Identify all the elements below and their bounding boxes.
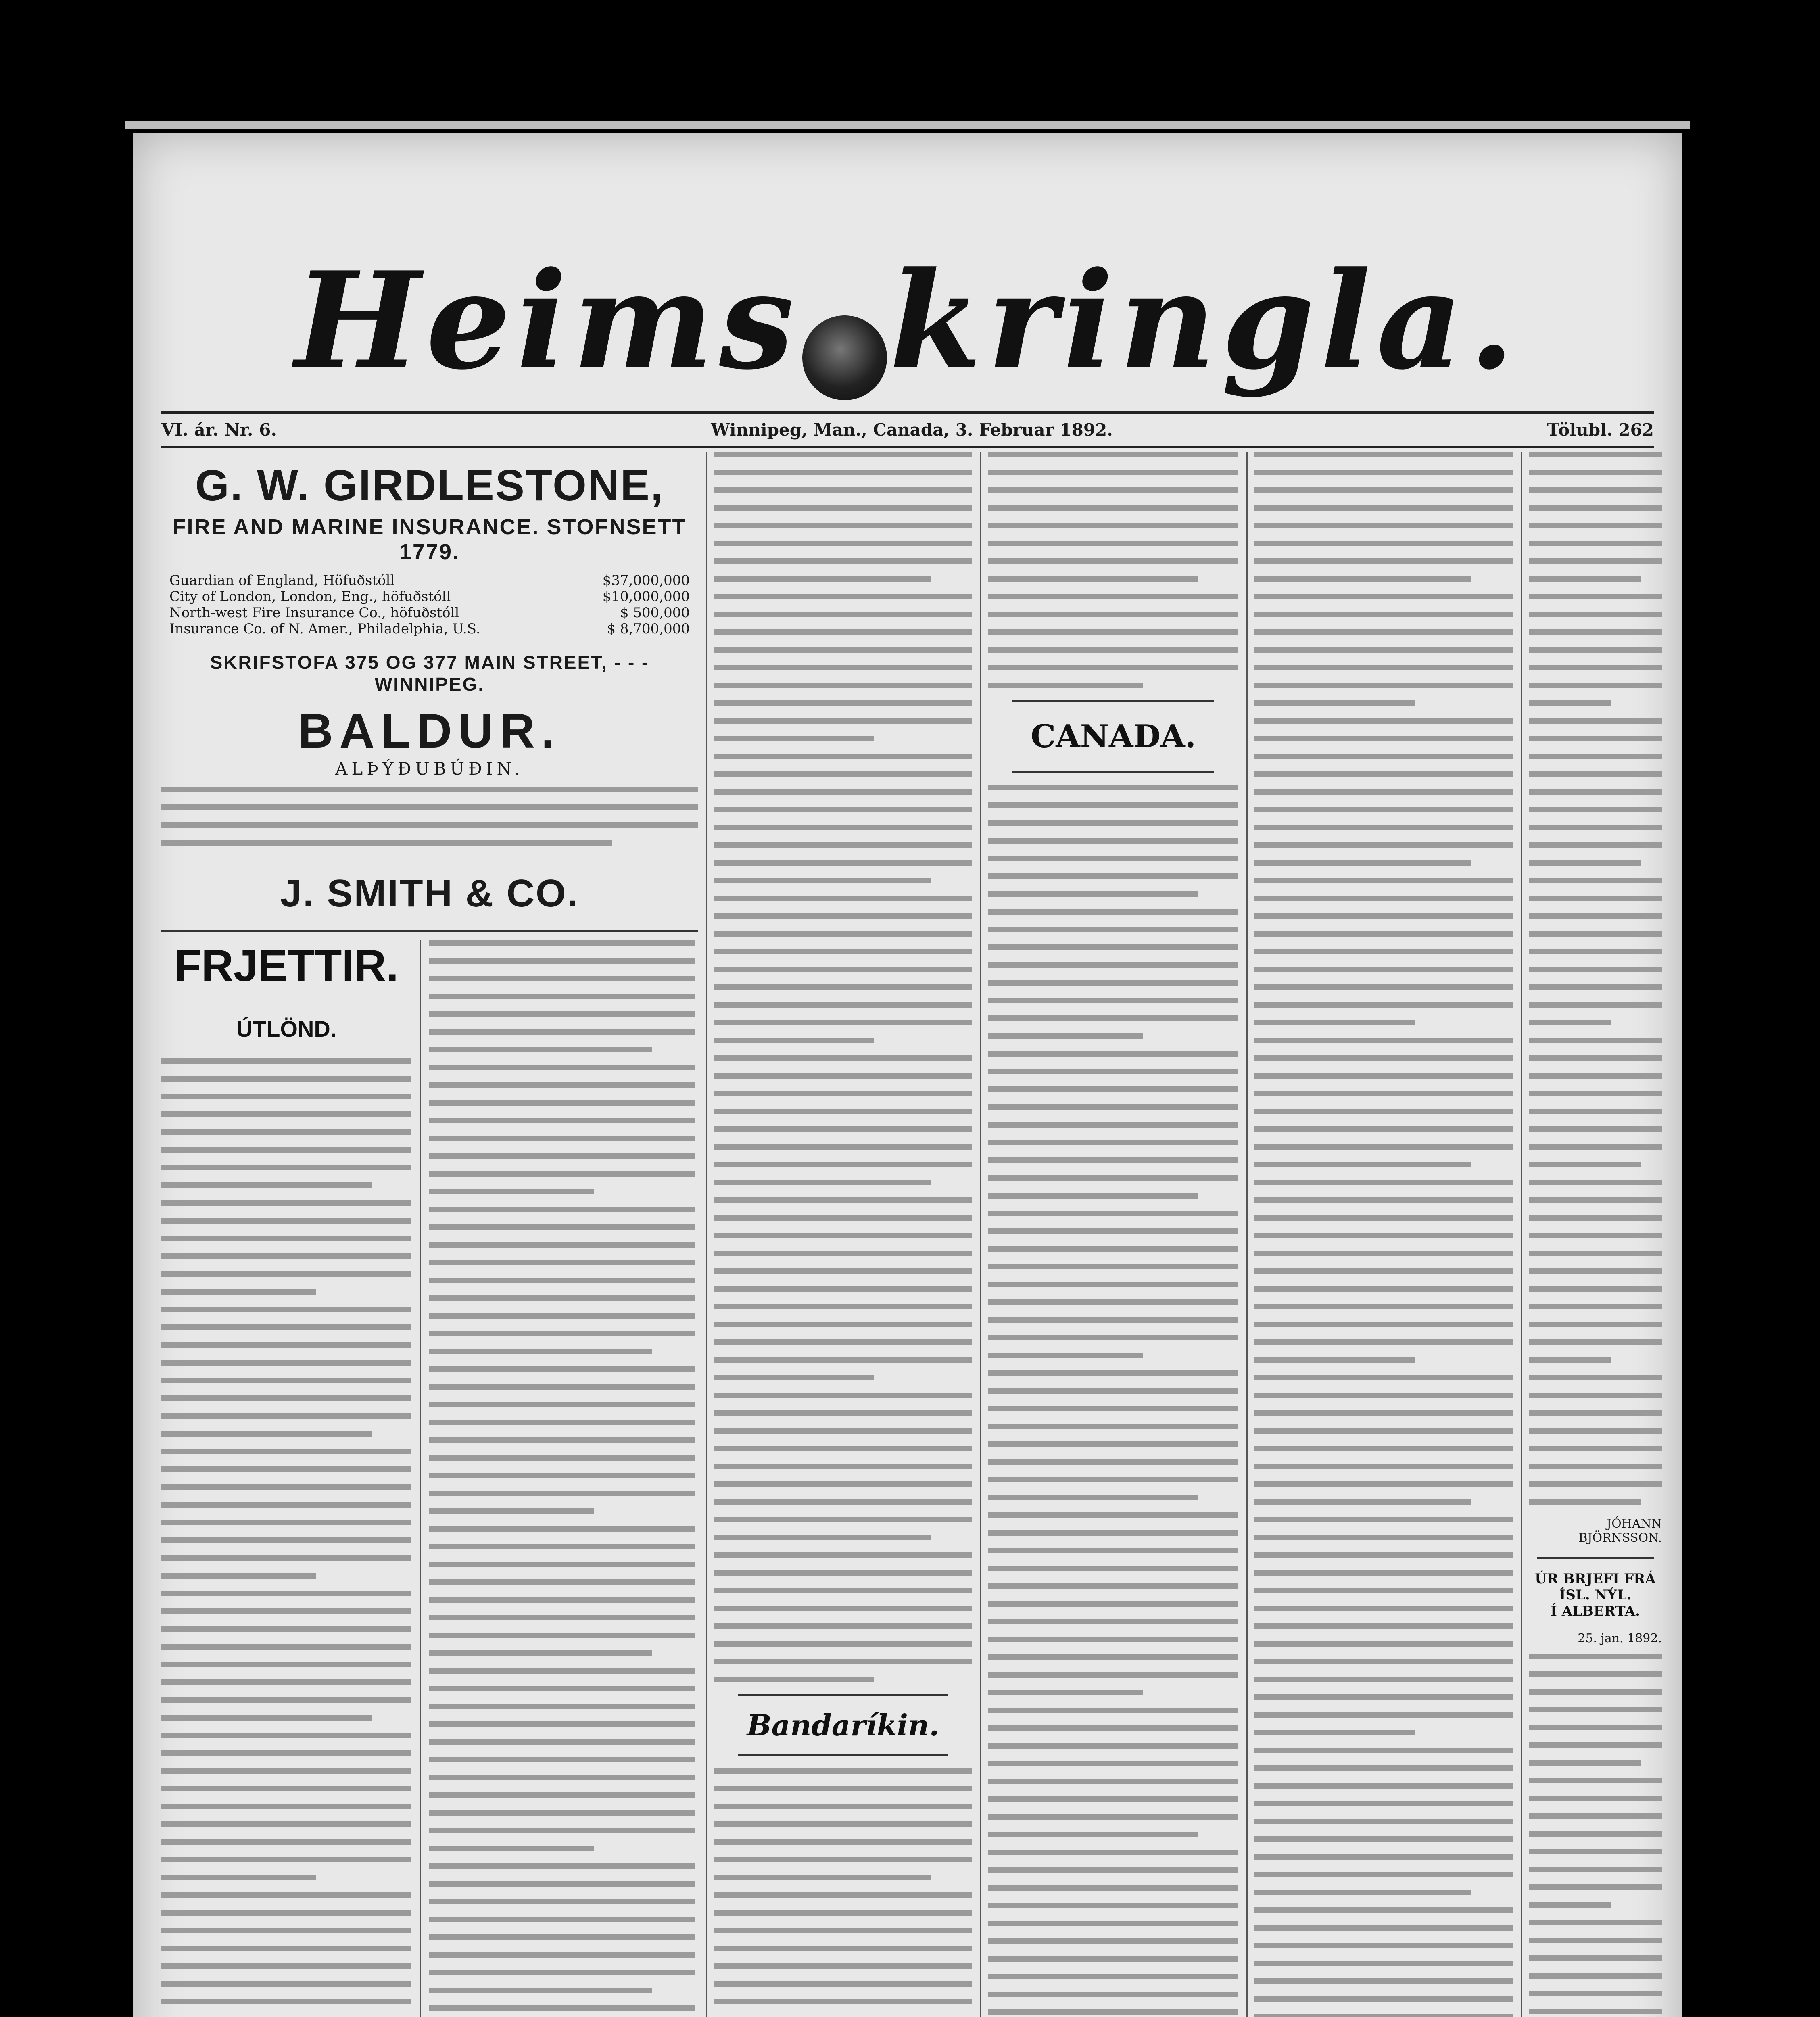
alberta-text xyxy=(1529,1654,1662,2017)
bandarikin-headline: Bandaríkin. xyxy=(747,1708,939,1742)
insurance-row: North-west Fire Insurance Co., höfuðstóll $ 500,000 xyxy=(169,605,690,621)
column-6-text xyxy=(1529,452,1662,1505)
bandarikin-text xyxy=(714,1768,972,2017)
frjettir-section xyxy=(161,940,698,2017)
frjettir-subcolumn xyxy=(161,940,411,2017)
insurance-row: City of London, London, Eng., höfuðstóll $10,000,000 xyxy=(169,589,690,605)
girdlestone-name: G. W. GIRDLESTONE, xyxy=(195,461,664,509)
column-4-text-top xyxy=(988,452,1238,688)
issue-volume: VI. ár. Nr. 6. xyxy=(161,420,277,440)
signature: JÓHANN BJÖRNSSON. xyxy=(1578,1517,1662,1545)
column-3-text-top xyxy=(714,452,972,1682)
alberta-headline-2: Í ALBERTA. xyxy=(1551,1603,1640,1619)
girdlestone-subtitle: FIRE AND MARINE INSURANCE. STOFNSETT 1779. xyxy=(172,515,687,564)
insurance-row: Guardian of England, Höfuðstóll $37,000,000 xyxy=(169,572,690,589)
column-5-text xyxy=(1254,452,1513,2017)
newspaper-page xyxy=(133,133,1682,2017)
baldur-tagline: ALÞÝÐUBÚÐIN. xyxy=(335,759,524,779)
column-4 xyxy=(988,452,1238,2017)
issue-dateline: Winnipeg, Man., Canada, 3. Februar 1892. xyxy=(711,420,1113,440)
utlond-headline: ÚTLÖND. xyxy=(236,1016,337,1042)
baldur-name: BALDUR. xyxy=(298,704,561,758)
ad-rule xyxy=(161,930,698,932)
column-3 xyxy=(714,452,972,2017)
issue-bar xyxy=(161,416,1654,444)
masthead xyxy=(133,242,1682,416)
issue-number: Tölubl. 262 xyxy=(1547,420,1654,440)
column-1 xyxy=(161,452,698,2017)
masthead-title-part1: Heims xyxy=(294,242,800,399)
masthead-rule xyxy=(161,411,1654,414)
alberta-headline-1: ÚR BRJEFI FRÁ ÍSL. NÝL. xyxy=(1535,1571,1656,1603)
column-5 xyxy=(1254,452,1513,2017)
paper-edge xyxy=(125,121,1690,129)
column-1b-text xyxy=(429,940,695,2017)
column-6 xyxy=(1529,452,1662,2017)
smith-name: J. SMITH & CO. xyxy=(280,872,579,915)
masthead-title-part2: kringla. xyxy=(889,242,1521,399)
canada-text xyxy=(988,785,1238,2017)
insurance-list xyxy=(161,572,698,637)
globe-icon xyxy=(802,315,887,400)
insurance-row: Insurance Co. of N. Amer., Philadelphia, U.S. $ 8,700,000 xyxy=(169,621,690,637)
issue-rule xyxy=(161,446,1654,448)
baldur-body xyxy=(161,787,698,867)
alberta-date: 25. jan. 1892. xyxy=(1578,1631,1662,1645)
canada-headline: CANADA. xyxy=(1031,718,1196,755)
girdlestone-office: SKRIFSTOFA 375 OG 377 MAIN STREET, - - - WINNIPEG. xyxy=(210,652,649,695)
frjettir-headline: FRJETTIR. xyxy=(174,941,399,991)
utlond-text xyxy=(161,1058,411,2017)
